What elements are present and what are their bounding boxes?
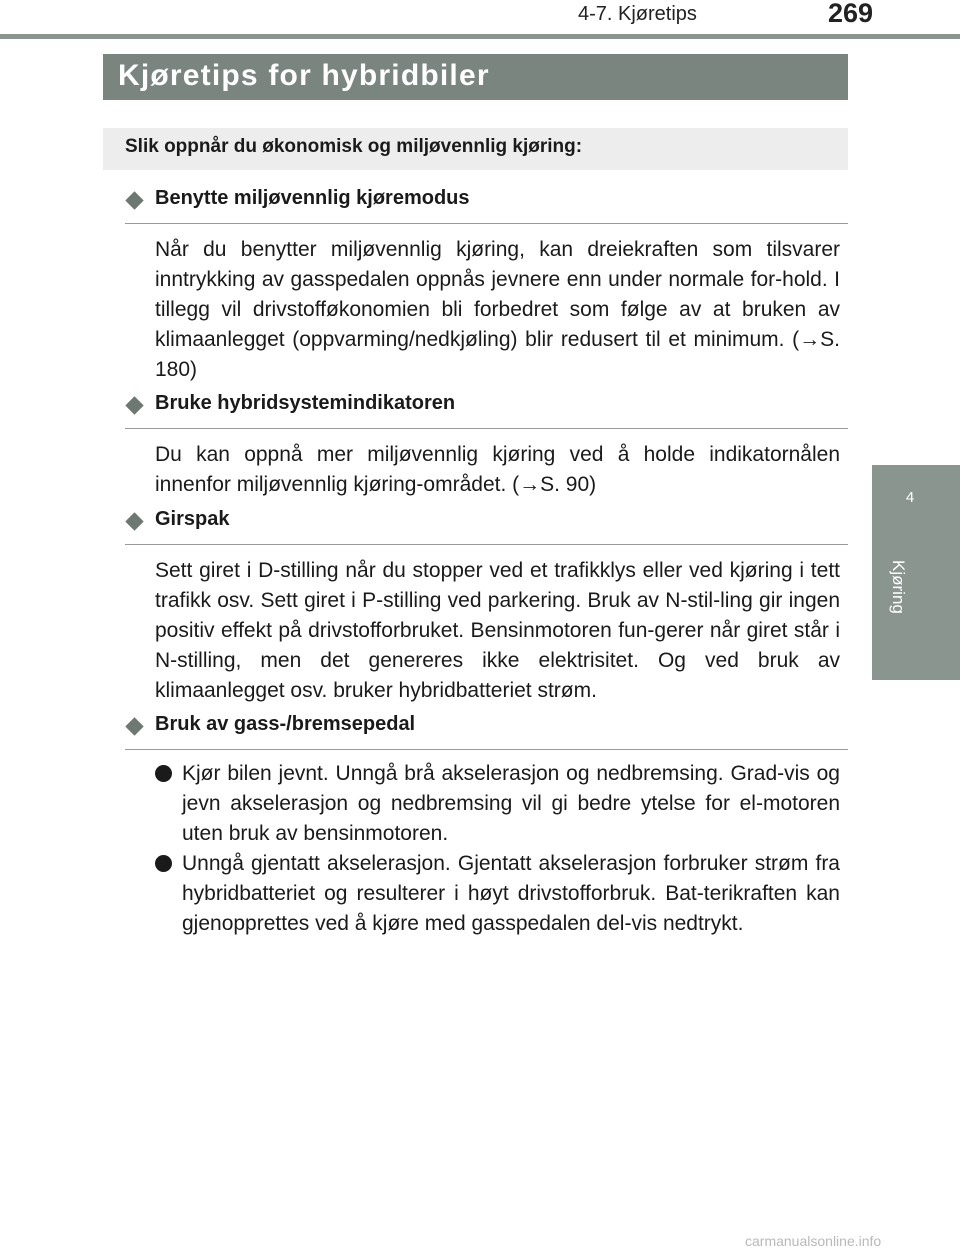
title-bar — [103, 54, 848, 100]
intro-text: Slik oppnår du økonomisk og miljøvennlig kjøring: — [125, 136, 583, 157]
section-heading — [125, 508, 848, 545]
diamond-bullet-icon — [125, 512, 143, 530]
section-body: Sett giret i D-stilling når du stopper ved et trafikklys eller ved kjøring i tett trafikk osv. Sett giret i P-stilling ved parkering. Bruk av N-stil-ling gir ingen positiv effekt på drivstofforbruket. Bensinmotoren fun-gerer når giret står i N-stilling, men det genereres ikke elektrisitet. Og ved bruk av klimaanlegget osv. bruker hybridbatteriet strøm. — [155, 559, 840, 702]
section-title: Bruk av gass-/bremsepedal — [155, 713, 416, 735]
chapter-tab-number: 4 — [905, 489, 915, 506]
section-heading — [125, 713, 848, 750]
diamond-bullet-icon — [125, 396, 143, 414]
round-bullet-icon — [155, 855, 172, 872]
diamond-bullet-icon — [125, 717, 143, 735]
section-body: Når du benytter miljøvennlig kjøring, kan dreiekraften som tilsvarer inntrykking av gasspedalen oppnås jevnere enn under normale for-hold. I tillegg vil drivstofføkonomien bli forbedret som følge av at bruken av klimaanlegget (oppvarming/nedkjøling) blir redusert til et minimum. (→S. 180) — [155, 238, 840, 381]
page-title: Kjøretips for hybridbiler — [118, 59, 490, 92]
section-heading — [125, 187, 848, 224]
section-title: Girspak — [155, 508, 230, 530]
round-bullet-icon — [155, 765, 172, 782]
section-title: Benytte miljøvennlig kjøremodus — [155, 187, 470, 209]
header-section: 4-7. Kjøretips — [578, 3, 697, 25]
section-body: Du kan oppnå mer miljøvennlig kjøring ved å holde indikatornålen innenfor miljøvennlig kjøring-området. (→S. 90) — [155, 443, 840, 496]
list-item-text: Kjør bilen jevnt. Unngå brå akselerasjon og nedbremsing. Grad-vis og jevn akselerasjon og nedbremsing vil gi bedre ytelse for el-motoren uten bruk av bensinmotoren. — [182, 762, 840, 845]
list-item — [155, 759, 840, 849]
list-item-text: Unngå gjentatt akselerasjon. Gjentatt akselerasjon forbruker strøm fra hybridbatteriet og resulterer i høyt drivstofforbruk. Bat-terikraften kan gjenopprettes ved å kjøre med gasspedalen del-vis nedtrykt. — [182, 852, 840, 935]
diamond-bullet-icon — [125, 191, 143, 209]
header-rule — [0, 34, 960, 39]
list-item — [155, 849, 840, 939]
section-heading — [125, 392, 848, 429]
chapter-tab-label: Kjøring — [889, 560, 908, 614]
intro-box — [103, 128, 848, 170]
watermark: carmanualsonline.info — [745, 1233, 882, 1249]
page-number: 269 — [828, 0, 874, 28]
section-title: Bruke hybridsystemindikatoren — [155, 392, 456, 414]
